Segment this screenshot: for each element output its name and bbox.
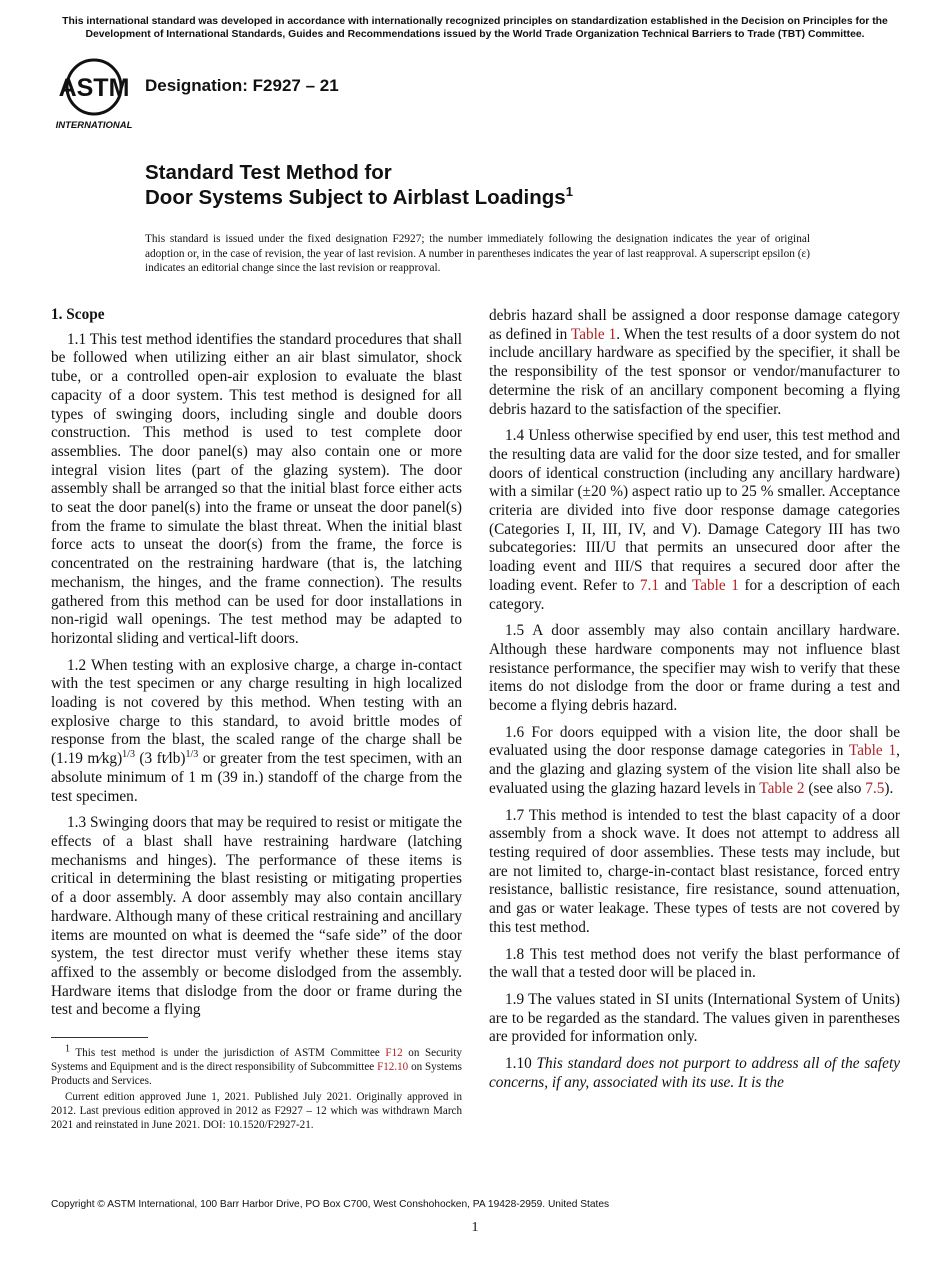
designation: Designation: F2927 – 21 [145,76,339,95]
footnote-text-a: This test method is under the jurisdiction of ASTM Committee [70,1047,386,1059]
logo-text: ASTM [58,74,130,102]
title-line-1: Standard Test Method for [145,161,392,184]
paragraph-1-3: 1.3 Swinging doors that may be required to resist or mitigate the effects of a blast shall have restraining hardware (latching mechanisms and hinges). The performance of these items is critical in determining the blast resisting or mitigating properties of a door assembly. A door assembly may also contain ancillary hardware. Although many of these critical restraining and ancillary items are mounted on what is deemed the “safe side” of the door system, the test director must verify whether these items stay affixed to the assembly or become dislodged from the assembly. Hardware items that dislodge from the door or frame during the test and become a flying [51,814,462,1019]
copyright: Copyright © ASTM International, 100 Barr Harbor Drive, PO Box C700, West Conshohocken, PA 19428-2959. United States [51,1199,610,1210]
p1-2-sup-1: 1/3 [122,749,135,761]
p1-2-text-a: 1.2 When testing with an explosive charge, a charge in-contact with the test specimen or any charge resulting in high localized loading is not covered by this method. When testing with an explosive charge to this standard, to avoid brittle modes of response from the blast, the scaled range of the charge shall be (1.19 m⁄kg) [51,656,462,768]
paragraph-1-6 [489,724,900,799]
p1-6-text-b: , and the glazing and glazing system of the vision lite shall also be evaluated using the glazing hazard levels in [489,742,900,797]
page-number: 1 [471,1220,479,1235]
section-heading: 1. Scope [51,306,105,323]
top-note: This international standard was developed in accordance with internationally recognized principles on standardization established in the Decision on Principles for the Development of International Standards, Guides and Recommendations issued by the World Trade Organization Technical Barriers to Trade (TBT) Committee. [62,16,888,40]
paragraph-1-4 [489,427,900,614]
table-2-link[interactable]: Table 2 [759,779,805,797]
paragraph-1-2 [51,657,462,807]
footnote-divider [51,1037,148,1038]
paragraph-1-1: 1.1 This test method identifies the standard procedures that shall be followed when utilizing either an air blast simulator, shock tube, or a controlled open-air explosion to evaluate the blast capacity of a door system. This test method is designed for all types of swinging doors, including single and double doors construction. This method is used to test complete door assemblies. The door panel(s) may also contain one or more integral vision lites (part of the glazing system). The door assembly shall be arranged so that the initial blast force either acts to seat the door panel(s) into the frame or unseat the door panel(s) from the frame to simulate the blast threat. When the initial blast force acts to unseat the door(s) from the frame, the force is concentrated on the restraining hardware (that is, the latching mechanism, the hinges, and the frame connection). The results gathered from this method can be used for door installations in non-rigid wall openings. The test method may be adapted to horizontal sliding and vertical-lift doors. [51,330,462,647]
title-line-2-text: Door Systems Subject to Airblast Loadings [145,186,566,209]
section-7-5-link[interactable]: 7.5 [865,779,885,797]
section-7-1-link[interactable]: 7.1 [639,576,660,594]
paragraph-1-5: 1.5 A door assembly may also contain ancillary hardware. Although these hardware components may not influence blast resistance performance, the specifier may wish to verify that these items do not dislodge from the door or frame during a test and become a flying debris hazard. [489,622,900,715]
issued-note: This standard is issued under the fixed designation F2927; the number immediately following the designation indicates the year of original adoption or, in the case of revision, the year of last revision. A number in parentheses indicates the year of last reapproval. A superscript epsilon (ε) indicates an editorial change since the last revision or reapproval. [145,233,810,274]
paragraph-1-9: 1.9 The values stated in SI units (International System of Units) are to be regarded as the standard. The values given in parentheses are provided for information only. [489,990,900,1046]
p1-2-sup-2: 1/3 [185,749,199,761]
committee-f12-link[interactable]: F12 [385,1047,403,1059]
p1-6-text-d: ). [884,779,894,797]
p1-3-cont-a: debris hazard shall be assigned a door response damage category as defined in [489,307,900,343]
footnote-1 [51,1043,462,1088]
paragraph-1-10 [489,1055,900,1092]
footnote-text-c: on Systems Products and Services. [51,1061,462,1087]
page-title [145,160,845,210]
p1-6-text-a: 1.6 For doors equipped with a vision lite, the door shall be evaluated using the door response damage categories in [489,723,900,760]
p1-4-text-b: and [659,576,692,594]
p1-4-text-a: 1.4 Unless otherwise specified by end user, this test method and the resulting data are valid for the door size tested, and for smaller doors of identical construction (including any ancillary hardware) with a similar (±20 %) aspect ratio up to 25 % smaller. Acceptance criteria are divided into five door response damage categories (Categories I, II, III, IV, and V). Damage Category III has two subcategories: III/U that permits an unsecured door after the loading event and III/S that requires a secured door after the loading event. Refer to [489,427,900,594]
p1-3-cont-b: . When the test results of a door system do not include ancillary hardware as specified by the specifier, it shall be the responsibility of the test sponsor or vendor/manufacturer to determine the risk of an ancillary component becoming a flying debris hazard to the satisfaction of the specifier. [489,325,900,418]
title-footnote-mark: 1 [565,184,573,200]
table-1-link[interactable]: Table 1 [691,576,739,594]
left-column [51,306,462,1028]
p1-6-text-c: (see also [804,779,866,797]
astm-logo [52,56,136,134]
p1-4-text-c: for a description of each category. [489,576,901,613]
table-1-link[interactable]: Table 1 [848,742,897,760]
subcommittee-f1210-link[interactable]: F12.10 [377,1061,409,1073]
footnote [51,1043,462,1134]
right-column [489,307,900,1100]
p1-10-text: This standard does not purport to address all of the safety concerns, if any, associated with its use. It is the [489,1055,900,1091]
footnote-text-b: on Security Systems and Equipment and is the direct responsibility of Subcommittee [51,1047,462,1073]
paragraph-1-3-continued [489,307,900,419]
p1-10-number: 1.10 [505,1055,537,1073]
paragraph-1-7: 1.7 This method is intended to test the blast capacity of a door assembly from a shock wave. It does not attempt to address all testing required of door assemblies. These tests may include, but are not limited to, charge-in-contact blast resistance, forced entry resistance, ballistic resistance, fire resistance, sound attenuation, and gas or water leakage. These types of tests are not covered by this test method. [489,806,900,936]
logo-subtext: INTERNATIONAL [55,120,133,131]
paragraph-1-8: 1.8 This test method does not verify the blast performance of the wall that a tested door will be placed in. [489,945,900,982]
table-1-link[interactable]: Table 1 [570,325,617,343]
p1-2-text-b: (3 ft⁄lb) [134,750,186,768]
title-line-2 [145,185,845,210]
p1-2-text-c: or greater from the test specimen, with an absolute minimum of 1 m (39 in.) standoff of the charge from the test specimen. [51,750,462,805]
footnote-edition: Current edition approved June 1, 2021. Published July 2021. Originally approved in 2012. Last previous edition approved in 2012 as F2927 – 12 which was withdrawn March 2021 and reinstated in June 2021. DOI: 10.1520/F2927-21. [51,1091,462,1131]
footnote-mark: 1 [65,1043,70,1055]
